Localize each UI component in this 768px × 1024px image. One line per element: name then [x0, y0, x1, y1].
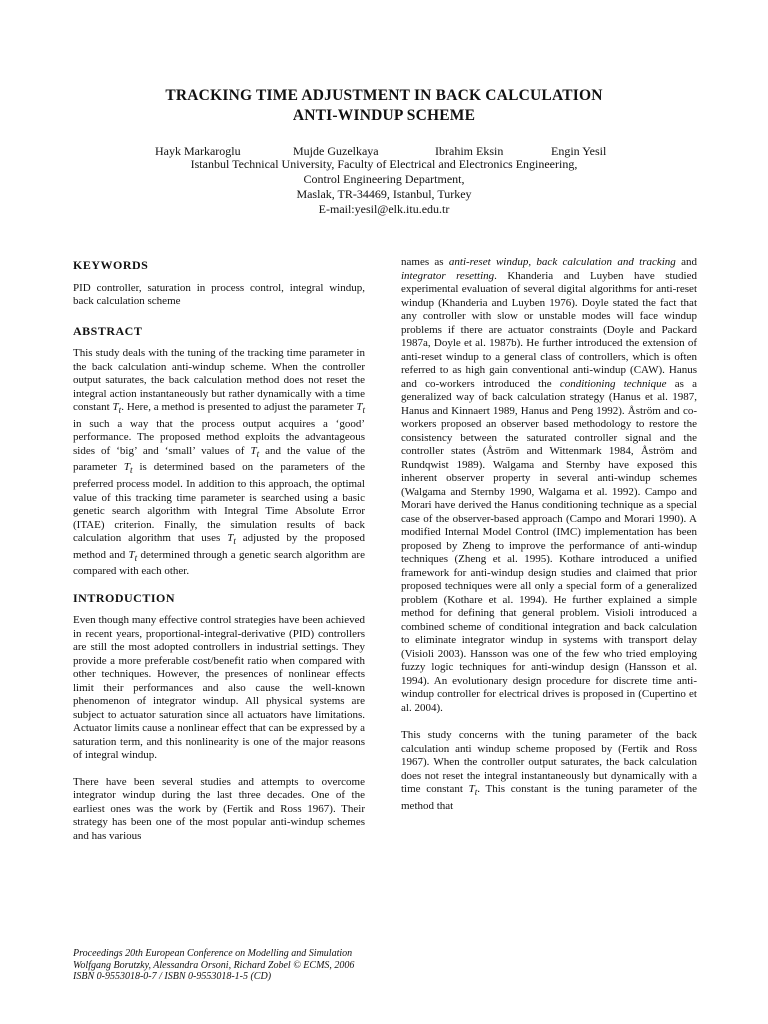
- affiliation: [0, 157, 768, 217]
- text-run: . Khanderia and Luyben have studied experimental evaluation of several digital algorithms for anti-reset windup (Khanderia and Luyben 1976). Doyle stated the fact that any controller with slow or unstable modes will face windup problems if there are actuator constraints (Doyle and Packard 1987a, Doyle et al. 1987b). He further introduced the extension of anti-reset windup to a general class of controllers, which is often referred to as high gain conventional anti-windup (CAW). Hanus and co-workers introduced the: [401, 269, 697, 390]
- symbol-sub: t: [118, 405, 122, 416]
- symbol-T: [468, 783, 478, 798]
- symbol-main: T: [227, 532, 234, 545]
- symbol-main: T: [123, 461, 131, 474]
- text-run: . Here, a method is presented to adjust the parameter: [121, 401, 357, 413]
- introduction-paragraph: Even though many effective control strategies have been achieved in recent years, proportional-integral-derivative (PID) controllers are still the most adopted controllers in industrial settings. They provide a more preferable cost/benefit ratio when compared with other techniques. However, the presences of nonlinear effects limit their performances and also cause the well-known phenomenon of integrator windup. All physical systems are subject to actuator saturation since all actuators have limitations. Actuator limits cause a nonlinear effect that can be expressed by a saturation term, and this nonlinearity is one of the major reasons of integral windup.: [73, 614, 365, 762]
- italic-term: anti-reset windup, back calculation and tracking: [448, 256, 676, 268]
- italic-term: integrator resetting: [401, 269, 495, 282]
- affiliation-line: Control Engineering Department,: [303, 172, 465, 186]
- symbol-T: [123, 461, 133, 476]
- related-work-paragraph: [401, 256, 697, 715]
- text-run: in such a way that the process output acquires a ‘good’ performance. The proposed method exploits the advantageous sides of ‘big’ and ‘small’ values of: [73, 417, 365, 457]
- text-run: determined through a genetic search algorithm are compared with each other.: [73, 548, 365, 578]
- text-run: and the value of the parameter: [73, 444, 366, 474]
- italic-term: conditioning technique: [559, 377, 667, 390]
- email-link[interactable]: E-mail:yesil@elk.itu.edu.tr: [318, 202, 450, 216]
- symbol-main: T: [112, 401, 119, 413]
- proceedings-footer: [73, 948, 383, 983]
- author-name: Engin Yesil: [551, 144, 607, 158]
- symbol-sub: t: [362, 405, 365, 416]
- symbol-sub: t: [474, 787, 478, 798]
- keywords-text: PID controller, saturation in process control, integral windup, back calculation scheme: [73, 281, 365, 307]
- introduction-paragraph: There have been several studies and attempts to overcome integrator windup during the last three decades. One of the earliest ones was the work by (Fertik and Ross 1967). Their strategy has been one of the most popular anti-windup schemes and has various: [73, 775, 365, 842]
- introduction-heading: INTRODUCTION: [73, 590, 176, 605]
- symbol-sub: t: [130, 465, 133, 476]
- left-column: [73, 259, 365, 856]
- footer-line: Proceedings 20th European Conference on Modelling and Simulation: [73, 948, 353, 959]
- symbol-main: T: [356, 401, 363, 413]
- symbol-sub: t: [233, 536, 236, 547]
- footer-line: ISBN 0-9553018-0-7 / ISBN 0-9553018-1-5 (CD): [73, 971, 272, 982]
- author-name: Hayk Markaroglu: [155, 144, 241, 158]
- study-paragraph: [401, 729, 697, 813]
- footer-line: Wolfgang Borutzky, Alessandra Orsoni, Richard Zobel © ECMS, 2006: [73, 959, 355, 971]
- symbol-T: [250, 445, 259, 457]
- affiliation-line: Maslak, TR-34469, Istanbul, Turkey: [296, 187, 472, 201]
- symbol-sub: t: [256, 448, 260, 459]
- text-run: adjusted by the proposed method and: [73, 532, 365, 561]
- symbol-T: [227, 532, 236, 547]
- symbol-T: [129, 549, 138, 561]
- text-run: is determined based on the parameters of the preferred process model. In addition to this approach, the optimal value of this tracking time parameter is searched using a basic genetic search algorithm with Integral Time Absolute Error (ITAE) criterion. Finally, the simulation results of back calculation algorithm that uses: [73, 461, 366, 545]
- text-run: This study deals with the tuning of the tracking time parameter in the back calculation anti-windup scheme. When the controller output saturates, the back calculation method does not reset the integral action instantaneously but rather dynamically with a time constant: [73, 347, 365, 413]
- text-run: and: [675, 256, 697, 268]
- author-name: Ibrahim Eksin: [435, 144, 504, 158]
- abstract-heading: ABSTRACT: [73, 323, 143, 338]
- symbol-T: [356, 401, 365, 416]
- symbol-sub: t: [134, 552, 138, 563]
- affiliation-line: Istanbul Technical University, Faculty of Electrical and Electronics Engineering,: [190, 157, 578, 171]
- text-run: as a generalized way of back calculation strategy (Hanus et al. 1987, Hanus and Kinnaert 1989, Hanus and Peng 1992). Åström and co-workers proposed an observer based methodology to restore the consistency between the saturated controller signal and the controller states (Åström and Wittenmark 1984, Åström and Rundqwist 1989). Walgama and Sternby have exposed this inherent observer property in several anti-windup schemes (Walgama and Sternby 1990, Walgama et al. 1992). Campo and Morari have derived the Hanus conditioning technique as a special case of the observer-based approach (Campo and Morari 1990). A modified Internal Model Control (IMC) implementation has been proposed by Zheng to improve the performance of anti-windup techniques (Zheng et al. 1995). Kothare introduced a unified framework for anti-windup design studies and claimed that prior proposed techniques were all only a special form of a generalized problem (Kothare et al. 1994). He further explained a simple method for defining that general problem. Visioli introduced a combined scheme of conditional integration and back calculation to eliminate integrator windup in systems with transport delay (Visioli 2003). Hansson was one of the few who tried employing fuzzy logic techniques for anti-windup design (Hansson et al. 1994). An evolutionary design procedure for discrete time anti-windup controller for electrical drives is proposed in (Cupertino et al. 2004).: [401, 377, 698, 714]
- abstract-text: [73, 347, 365, 579]
- symbol-T: [112, 401, 122, 416]
- title-line-2: ANTI-WINDUP SCHEME: [292, 107, 476, 124]
- author-name: Mujde Guzelkaya: [293, 144, 379, 158]
- keywords-heading: KEYWORDS: [73, 258, 149, 272]
- paper-title: [0, 86, 768, 126]
- symbol-main: T: [250, 444, 257, 457]
- text-run: names as: [401, 256, 449, 268]
- right-column: [401, 256, 697, 826]
- text-run: . This constant is the tuning parameter of the method that: [401, 783, 697, 812]
- symbol-main: T: [128, 548, 135, 561]
- symbol-main: T: [468, 783, 475, 795]
- text-run: This study concerns with the tuning parameter of the back calculation anti windup scheme proposed by (Fertik and Ross 1967). When the controller output saturates, the back calculation does not reset the integral instantaneously but dynamically with a time constant: [401, 729, 697, 795]
- title-line-1: TRACKING TIME ADJUSTMENT IN BACK CALCULATION: [165, 87, 603, 104]
